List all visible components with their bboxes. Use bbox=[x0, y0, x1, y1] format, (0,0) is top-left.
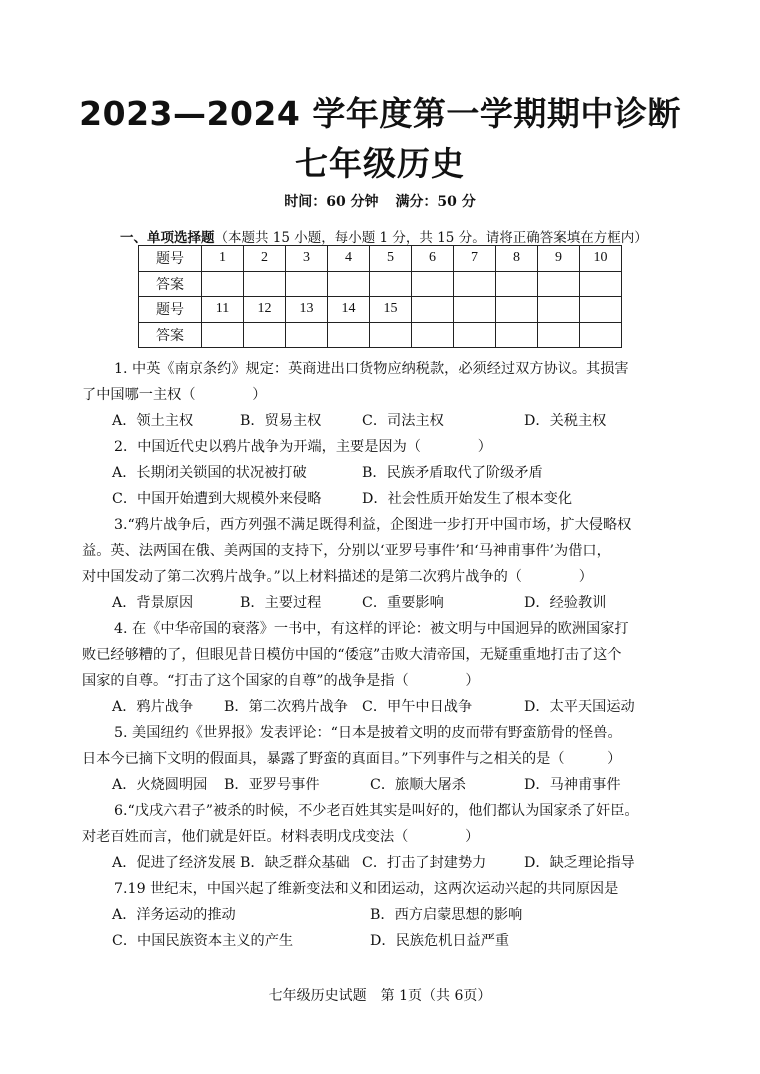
answer-cell[interactable] bbox=[370, 322, 412, 348]
question-stem: 5. 美国纽约《世界报》发表评论：“日本是披着文明的皮而带有野蛮筋骨的怪兽。 bbox=[114, 725, 622, 741]
answer-row-label: 答案 bbox=[139, 322, 202, 348]
option-row bbox=[112, 694, 682, 720]
answer-cell[interactable] bbox=[496, 322, 538, 348]
question-number-cell: 6 bbox=[412, 246, 454, 272]
question-number-cell: 8 bbox=[496, 246, 538, 272]
question-stem: 国家的自尊。“打击了这个国家的自尊”的战争是指（ ） bbox=[82, 673, 480, 689]
question-number-cell: 11 bbox=[202, 297, 244, 323]
question-number-cell bbox=[580, 297, 622, 323]
section-note: （本题共 15 小题，每小题 1 分，共 15 分。请将正确答案填在方框内） bbox=[214, 230, 648, 246]
question-stem: 了中国哪一主权（ ） bbox=[82, 387, 267, 403]
question-stem: 日本今已摘下文明的假面具，暴露了野蛮的真面目。”下列事件与之相关的是（ ） bbox=[82, 751, 622, 767]
question-number-cell: 5 bbox=[370, 246, 412, 272]
answer-cell[interactable] bbox=[454, 271, 496, 297]
option-row bbox=[112, 460, 682, 486]
option[interactable]: D．经验教训 bbox=[524, 595, 607, 611]
option[interactable]: D．太平天国运动 bbox=[524, 699, 635, 715]
option[interactable]: A．鸦片战争 bbox=[112, 699, 194, 715]
question-stem: 6.“戊戌六君子”被杀的时候，不少老百姓其实是叫好的，他们都认为国家杀了奸臣。 bbox=[114, 803, 639, 819]
option[interactable]: D．缺乏理论指导 bbox=[524, 855, 635, 871]
option[interactable]: A．领土主权 bbox=[112, 413, 194, 429]
option[interactable]: D．民族危机日益严重 bbox=[370, 933, 510, 949]
question-number-cell bbox=[496, 297, 538, 323]
question-number-cell: 2 bbox=[244, 246, 286, 272]
question-number-cell: 13 bbox=[286, 297, 328, 323]
answer-cell[interactable] bbox=[454, 322, 496, 348]
question-stem: 4. 在《中华帝国的衰落》一书中，有这样的评论：被文明与中国迥异的欧洲国家打 bbox=[114, 621, 629, 637]
answer-cell[interactable] bbox=[538, 322, 580, 348]
answer-cell[interactable] bbox=[202, 322, 244, 348]
option[interactable]: B．贸易主权 bbox=[240, 413, 322, 429]
answer-table bbox=[138, 245, 622, 348]
question-stem: 1. 中英《南京条约》规定：英商进出口货物应纳税款，必须经过双方协议。其损害 bbox=[114, 361, 629, 377]
option[interactable]: C．中国民族资本主义的产生 bbox=[112, 933, 294, 949]
question-number-cell: 10 bbox=[580, 246, 622, 272]
answer-cell[interactable] bbox=[286, 322, 328, 348]
answer-cell[interactable] bbox=[538, 271, 580, 297]
question-number-cell: 4 bbox=[328, 246, 370, 272]
question-number-cell bbox=[538, 297, 580, 323]
answer-cell[interactable] bbox=[202, 271, 244, 297]
question-number-cell bbox=[412, 297, 454, 323]
option[interactable]: A．洋务运动的推动 bbox=[112, 907, 236, 923]
answer-cell[interactable] bbox=[286, 271, 328, 297]
question-number-cell: 7 bbox=[454, 246, 496, 272]
option-row bbox=[112, 902, 682, 928]
question-stem: 对老百姓而言，他们就是奸臣。材料表明戊戌变法（ ） bbox=[82, 829, 480, 845]
option[interactable]: C．中国开始遭到大规模外来侵略 bbox=[112, 491, 322, 507]
option[interactable]: C．旅顺大屠杀 bbox=[370, 777, 466, 793]
question-stem: 2．中国近代史以鸦片战争为开端，主要是因为（ ） bbox=[114, 439, 492, 455]
option[interactable]: D．马神甫事件 bbox=[524, 777, 621, 793]
option-row bbox=[112, 928, 682, 954]
question-number-cell: 14 bbox=[328, 297, 370, 323]
answer-table-number-row bbox=[139, 297, 622, 323]
option[interactable]: C．重要影响 bbox=[362, 595, 444, 611]
question-number-cell: 15 bbox=[370, 297, 412, 323]
option[interactable]: B．缺乏群众基础 bbox=[240, 855, 350, 871]
option[interactable]: D．社会性质开始发生了根本变化 bbox=[362, 491, 573, 507]
answer-cell[interactable] bbox=[328, 271, 370, 297]
option-row bbox=[112, 590, 682, 616]
answer-cell[interactable] bbox=[328, 322, 370, 348]
section-title: 一、单项选择题 bbox=[120, 230, 215, 246]
answer-cell[interactable] bbox=[580, 322, 622, 348]
question-block bbox=[82, 356, 682, 954]
option[interactable]: A．背景原因 bbox=[112, 595, 194, 611]
option-row bbox=[112, 486, 682, 512]
section-heading bbox=[120, 226, 648, 246]
option[interactable]: A．长期闭关锁国的状况被打破 bbox=[112, 465, 307, 481]
answer-table-answer-row bbox=[139, 322, 622, 348]
option[interactable]: B．亚罗号事件 bbox=[224, 777, 320, 793]
exam-time: 时间：60 分钟 bbox=[284, 194, 379, 210]
answer-table-number-row bbox=[139, 246, 622, 272]
option[interactable]: C．打击了封建势力 bbox=[362, 855, 487, 871]
option[interactable]: B．主要过程 bbox=[240, 595, 322, 611]
question-number-cell bbox=[454, 297, 496, 323]
option[interactable]: B．西方启蒙思想的影响 bbox=[370, 907, 523, 923]
answer-cell[interactable] bbox=[244, 322, 286, 348]
answer-cell[interactable] bbox=[412, 271, 454, 297]
number-row-label: 题号 bbox=[139, 246, 202, 272]
exam-meta bbox=[0, 191, 760, 211]
option-row bbox=[112, 850, 682, 876]
answer-cell[interactable] bbox=[496, 271, 538, 297]
page-footer: 七年级历史试题 第 1页（共 6页） bbox=[268, 988, 492, 1004]
option[interactable]: C．甲午中日战争 bbox=[362, 699, 473, 715]
option[interactable]: B．民族矛盾取代了阶级矛盾 bbox=[362, 465, 543, 481]
question-stem: 3.“鸦片战争后，西方列强不满足既得利益，企图进一步打开中国市场，扩大侵略权 bbox=[114, 517, 632, 533]
answer-cell[interactable] bbox=[244, 271, 286, 297]
option-row bbox=[112, 408, 682, 434]
option[interactable]: B．第二次鸦片战争 bbox=[224, 699, 348, 715]
exam-title: 2023—2024 学年度第一学期期中诊断 bbox=[79, 94, 681, 133]
option[interactable]: A．促进了经济发展 bbox=[112, 855, 236, 871]
number-row-label: 题号 bbox=[139, 297, 202, 323]
answer-cell[interactable] bbox=[580, 271, 622, 297]
question-stem: 对中国发动了第二次鸦片战争。”以上材料描述的是第二次鸦片战争的（ ） bbox=[82, 569, 593, 585]
question-stem: 败已经够糟的了，但眼见昔日模仿中国的“倭寇”击败大清帝国，无疑重重地打击了这个 bbox=[82, 647, 622, 663]
option-row bbox=[112, 772, 682, 798]
answer-cell[interactable] bbox=[412, 322, 454, 348]
option[interactable]: A．火烧圆明园 bbox=[112, 777, 208, 793]
answer-cell[interactable] bbox=[370, 271, 412, 297]
question-number-cell: 12 bbox=[244, 297, 286, 323]
question-stem: 益。英、法两国在俄、美两国的支持下，分别以‘亚罗号事件’和‘马神甫事件’为借口， bbox=[82, 543, 611, 559]
option[interactable]: C．司法主权 bbox=[362, 413, 444, 429]
question-number-cell: 9 bbox=[538, 246, 580, 272]
answer-table-answer-row bbox=[139, 271, 622, 297]
option[interactable]: D．关税主权 bbox=[524, 413, 607, 429]
question-stem: 7.19 世纪末，中国兴起了维新变法和义和团运动，这两次运动兴起的共同原因是 bbox=[114, 881, 619, 897]
answer-row-label: 答案 bbox=[139, 271, 202, 297]
exam-score: 满分：50 分 bbox=[395, 194, 476, 210]
question-number-cell: 3 bbox=[286, 246, 328, 272]
question-number-cell: 1 bbox=[202, 246, 244, 272]
exam-subtitle: 七年级历史 bbox=[295, 144, 465, 183]
